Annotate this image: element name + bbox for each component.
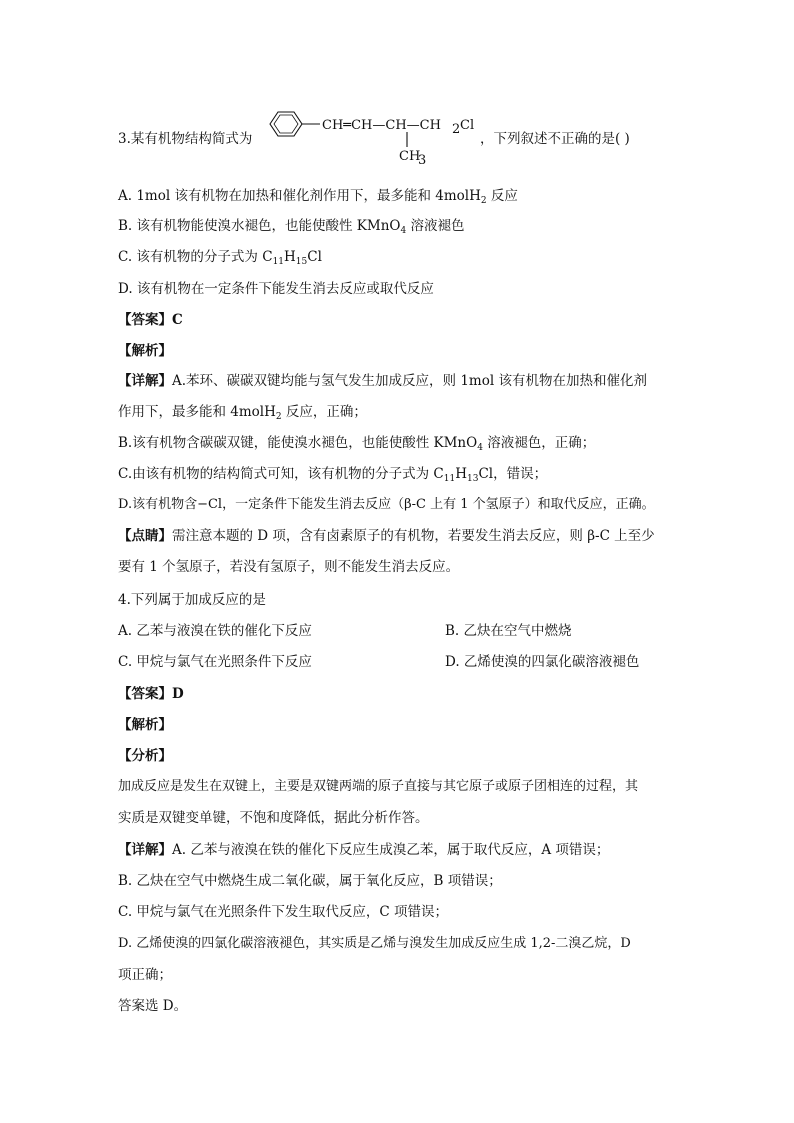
q4-fenxi-2-text: 实质是双键变单键，不饱和度降低，据此分析作答。 [118,810,429,826]
q4-answer [118,684,184,704]
q3-note-label: 【点睛】 [118,528,172,544]
q3-option-a-text: A. 1mol 该有机物在加热和催化剂作用下，最多能和 4molH [118,188,481,204]
q4-option-a-text: A. 乙苯与液溴在铁的催化下反应 [118,623,312,639]
structural-formula [262,100,487,170]
q3-detail-a2-text: 作用下，最多能和 4molH [118,404,276,420]
q3-stem-before: 3.某有机物结构简式为 [118,131,253,147]
q4-fenxi-label-text: 【分析】 [118,748,172,764]
methyl-ch: CH [399,149,421,164]
q4-fenxi-1-text: 加成反应是发生在双键上，主要是双键两端的原子直接与其它原子或原子团相连的过程，其 [118,779,639,794]
q3-detail-a2-sub: 2 [275,412,282,422]
q4-answer-text: 【答案】D [118,686,184,702]
q3-detail-c-sub1: 11 [443,474,456,484]
q3-note-2-text: 要有 1 个氢原子，若没有氢原子，则不能发生消去反应。 [118,559,460,575]
q4-detail-c [118,902,448,922]
q3-stem [118,129,252,149]
q3-detail-c-mid: H [455,466,467,482]
q3-detail-a1-text: A.苯环、碳碳双键均能与氢气发生加成反应，则 1mol 该有机物在加热和催化剂 [172,373,647,389]
q3-detail-d [118,495,655,515]
q4-analysis-label [118,715,172,735]
q4-option-c [118,652,312,672]
q4-analysis-label-text: 【解析】 [118,717,172,733]
q3-stem-tail [480,129,630,149]
q4-detail-a-text: A. 乙苯与液溴在铁的催化下反应生成溴乙苯，属于取代反应，A 项错误； [172,842,610,858]
q3-option-d [118,279,434,299]
q3-option-b-text: B. 该有机物能使溴水褪色，也能使酸性 KMnO [118,218,401,234]
q3-option-c-mid: H [284,249,296,265]
q3-detail-c-tail: Cl，错误； [478,466,548,482]
q3-answer [118,310,183,330]
q3-option-d-text: D. 该有机物在一定条件下能发生消去反应或取代反应 [118,281,434,297]
q4-fenxi-label [118,746,172,766]
q4-option-d-text: D. 乙烯使溴的四氯化碳溶液褪色 [445,654,640,670]
q3-option-b-sub: 4 [400,226,407,236]
q4-stem-text: 4.下列属于加成反应的是 [118,592,266,608]
q3-detail-a2 [118,402,367,422]
q4-detail-d2 [118,965,172,985]
q4-stem [118,590,266,610]
q3-stem-after: ，下列叙述不正确的是( ) [480,131,630,147]
q3-detail-c-text: C.由该有机物的结构简式可知，该有机物的分子式为 C [118,466,444,482]
q3-note-2 [118,557,459,577]
q4-option-a [118,621,312,641]
methyl-sub-3: 3 [418,153,427,168]
q4-detail-label: 【详解】 [118,842,172,858]
chain-sub-2: 2 [452,122,461,137]
q4-option-b [445,621,572,641]
q3-option-b [118,216,465,236]
q4-option-c-text: C. 甲烷与氯气在光照条件下反应 [118,654,312,670]
q4-conclusion-text: 答案选 D。 [118,998,188,1014]
q3-option-b-tail: 溶液褪色 [406,218,465,234]
q3-option-a-sub: 2 [480,196,487,206]
q4-detail-a [118,840,609,860]
benzene-ring-icon [270,112,302,136]
q3-detail-a1 [118,371,647,391]
q4-detail-d2-text: 项正确； [118,967,172,983]
q4-fenxi-2 [118,808,429,828]
q4-option-d [445,652,639,672]
q3-option-c-sub2: 15 [295,257,308,267]
q3-detail-c-sub2: 13 [467,474,479,484]
q4-detail-b-text: B. 乙炔在空气中燃烧生成二氧化碳，属于氧化反应，B 项错误； [118,873,502,889]
q4-detail-d1 [118,934,631,954]
q3-detail-d-text: D.该有机物含−Cl，一定条件下能发生消去反应（β-C 上有 1 个氢原子）和取代反应，正确。 [118,497,655,512]
q3-option-c-sub1: 11 [272,257,285,267]
q3-option-a [118,186,518,206]
q3-analysis-label [118,341,172,361]
q3-detail-b-text: B.该有机物含碳碳双键，能使溴水褪色，也能使酸性 KMnO [118,435,478,451]
q3-detail-b-tail: 溶液褪色，正确； [482,435,596,451]
q4-option-b-text: B. 乙炔在空气中燃烧 [445,623,572,639]
q3-note-1 [118,526,655,546]
q3-detail-b-sub: 4 [477,443,483,453]
q3-detail-a2-tail: 反应，正确； [281,404,367,420]
q3-detail-label: 【详解】 [118,373,172,389]
q3-detail-b [118,433,595,453]
q3-analysis-label-text: 【解析】 [118,343,172,359]
q3-note-1-text: 需注意本题的 D 项，含有卤素原子的有机物，若要发生消去反应，则 β-C 上至少 [172,528,655,544]
q3-detail-c [118,464,547,484]
chain-text: CH═CH—CH—CH [322,118,441,133]
q3-option-c-tail: Cl [307,249,322,265]
q4-detail-b [118,871,502,891]
q4-detail-c-text: C. 甲烷与氯气在光照条件下发生取代反应，C 项错误； [118,904,449,920]
q3-option-c-text: C. 该有机物的分子式为 C [118,249,273,265]
q3-option-a-tail: 反应 [486,188,518,204]
q4-fenxi-1 [118,777,638,797]
q3-option-c [118,247,322,267]
q3-answer-text: 【答案】C [118,312,183,328]
q4-conclusion [118,996,187,1016]
chain-cl: Cl [460,118,475,133]
q4-detail-d1-text: D. 乙烯使溴的四氯化碳溶液褪色，其实质是乙烯与溴发生加成反应生成 1,2-二溴乙烷，D [118,936,631,951]
